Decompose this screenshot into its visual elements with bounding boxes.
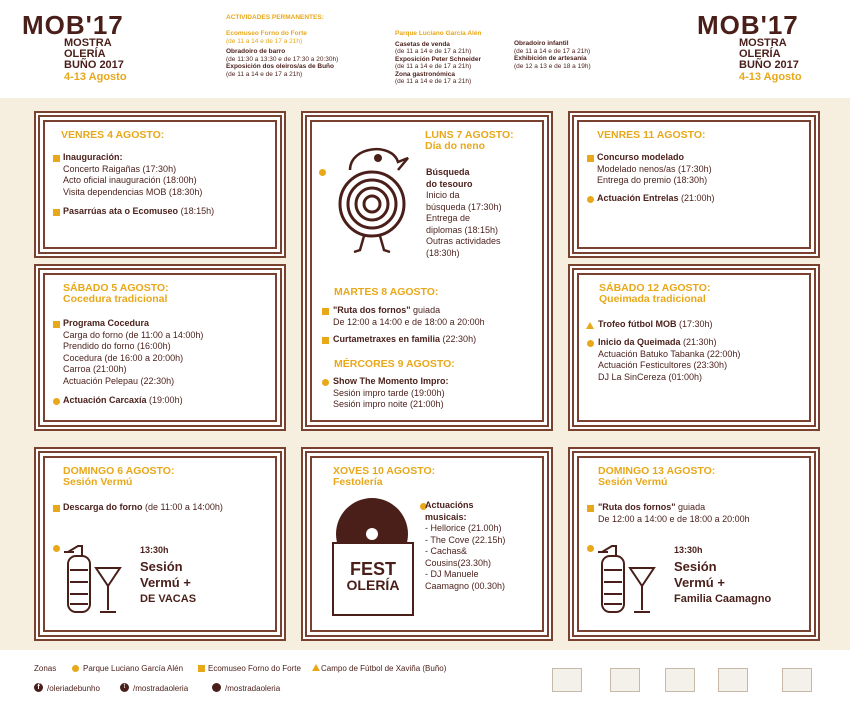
parque-marker (53, 398, 60, 405)
event-curtametraxes: Curtametraxes en familia (22:30h) (333, 334, 477, 344)
event-list: Programa Cocedura Carga do forno (de 11:00 a 14:00h) Prendido do forno (16:00h) Cocedura (de 16:00 a 20:00h) Carroa (21:00h) Actuación Pelepau (22:30h) (63, 318, 204, 386)
day-title: SÁBADO 12 AGOSTO: (599, 282, 711, 294)
day-title: VENRES 11 AGOSTO: (597, 129, 706, 141)
instagram-icon[interactable] (212, 683, 221, 692)
event-carcaxia: Actuación Carcaxía (19:00h) (63, 395, 183, 405)
permanent-activities-title: ACTIVIDADES PERMANENTES: (226, 14, 324, 21)
day-title: LUNS 7 AGOSTO: (425, 129, 514, 141)
day-title: VENRES 4 AGOSTO: (61, 129, 165, 141)
zone-parque: Parque Luciano García Alén (83, 664, 184, 673)
zone-campo-futbol: Campo de Fútbol de Xaviña (Buño) (321, 664, 447, 673)
logo-mob: MOB'17 (22, 10, 124, 40)
festoleria-record-icon (330, 498, 414, 618)
event-list: Actuacións musicais: - Hellorice (21.00h) - The Cove (22.15h) - Cachas& Cousins(23.30h) - DJ Manuele Caamagno (00.30h) (425, 500, 506, 591)
vermu-time: 13:30h (140, 545, 169, 555)
ecomuseo-marker (587, 155, 594, 162)
logo-line2: OLERÍA (739, 48, 781, 60)
logo-line3: BUÑO 2017 (64, 59, 124, 71)
parque-marker (322, 379, 329, 386)
event-pasarruas: Pasarrúas ata o Ecomuseo (18:15h) (63, 206, 215, 216)
day-subtitle: Sesión Vermú (63, 476, 133, 488)
record-center (366, 528, 378, 540)
ecomuseo-marker (53, 505, 60, 512)
sponsor-logo (782, 668, 812, 692)
ecomuseo-marker (198, 665, 205, 672)
logo-dates: 4-13 Agosto (739, 71, 802, 83)
parque-marker (53, 545, 60, 552)
event-ruta: "Ruta dos fornos" guiada De 12:00 a 14:00 e de 18:00 a 20:00h (598, 502, 750, 524)
twitter-icon[interactable]: t (120, 683, 129, 692)
ecomuseo-marker (53, 321, 60, 328)
sponsor-logo (718, 668, 748, 692)
fest-label: FEST (349, 559, 396, 579)
vermu-title: Sesión Vermú + Familia Caamagno (674, 559, 772, 605)
instagram-handle[interactable]: /mostradaoleria (225, 684, 281, 693)
ecomuseo-marker (322, 308, 329, 315)
facebook-handle[interactable]: /oleriadebunho (47, 684, 100, 693)
ecomuseo-marker (53, 209, 60, 216)
day-title: DOMINGO 13 AGOSTO: (598, 465, 716, 477)
ecomuseo-marker (322, 337, 329, 344)
zone-ecomuseo: Ecomuseo Forno do Forte (208, 664, 301, 673)
parque-marker (587, 196, 594, 203)
header-col2: Parque Luciano García Alén Casetas de venda (de 11 a 14 e de 17 a 21h) Exposición Peter Schneider (de 11 a 14 e de 17 a 21h) Zona gastronómica (de 11 a 14 e de 17 a 21h) (395, 30, 482, 85)
logo-mob: MOB'17 (697, 10, 799, 40)
day-title: XOVES 10 AGOSTO: (333, 465, 436, 477)
logo-dates: 4-13 Agosto (64, 71, 127, 83)
logo-line2: OLERÍA (64, 48, 106, 60)
event-trofeo: Trofeo fútbol MOB (17:30h) (598, 319, 713, 329)
zonas-label: Zonas (34, 664, 57, 673)
day-subtitle: Sesión Vermú (598, 476, 668, 488)
vermouth-siphon-icon (60, 538, 130, 618)
ecomuseo-marker (587, 505, 594, 512)
event-list: Concurso modelado Modelado nenos/as (17:30h) Entrega do premio (18:30h) (597, 152, 712, 185)
day-title: MARTES 8 AGOSTO: (334, 286, 439, 298)
event-entrelas: Actuación Entrelas (21:00h) (597, 193, 715, 203)
logo-left (22, 12, 142, 83)
parque-marker (319, 169, 326, 176)
ecomuseo-marker (53, 155, 60, 162)
day-title: MÉRCORES 9 AGOSTO: (334, 358, 455, 370)
parque-marker (587, 340, 594, 347)
facebook-icon[interactable]: f (34, 683, 43, 692)
parque-marker (72, 665, 79, 672)
logo-line3: BUÑO 2017 (739, 59, 799, 71)
oleria-label: OLERÍA (346, 577, 400, 593)
sponsor-logo-concello (552, 668, 582, 692)
day-subtitle: Queimada tradicional (599, 293, 706, 305)
day-subtitle: Día do neno (425, 140, 486, 152)
event-list: Inauguración: Concerto Raigañas (17:30h) Acto oficial inauguración (18:00h) Visita dependencias MOB (18:30h) (63, 152, 203, 197)
day-title: DOMINGO 6 AGOSTO: (63, 465, 175, 477)
campo-futbol-marker (586, 322, 594, 329)
header-col3: Obradoiro infantil (de 11 a 14 e de 17 a 21h) Exhibición de artesanía (de 12 a 13 e de 18 a 19h) (514, 40, 591, 70)
vermouth-siphon-icon (594, 538, 664, 618)
sponsor-logo (665, 668, 695, 692)
event-list: Búsqueda do tesouro Inicio da búsqueda (17:30h) Entrega de diplomas (18:15h) Outras actividades (18:30h) (426, 167, 502, 258)
logo-right (697, 12, 817, 83)
vermu-title: Sesión Vermú + DE VACAS (140, 559, 197, 605)
vermu-time: 13:30h (674, 545, 703, 555)
logo-line1: MOSTRA (739, 37, 787, 49)
twitter-handle[interactable]: /mostradaoleria (133, 684, 189, 693)
logo-line1: MOSTRA (64, 37, 112, 49)
bird-illustration (330, 128, 410, 258)
event-ruta: "Ruta dos fornos" guiada De 12:00 a 14:00 e de 18:00 a 20:00h (333, 305, 485, 327)
event-descarga: Descarga do forno (de 11:00 a 14:00h) (63, 502, 223, 512)
event-list: Show The Momento Impro: Sesión impro tarde (19:00h) Sesión impro noite (21:00h) (333, 376, 449, 409)
header-col1: Ecomuseo Forno do Forte (de 11 a 14 e de 17 a 21h) Obradoiro de barro (de 11:30 a 13:30 e de 17:30 a 20:30h) Exposición dos oleiros/as de Buño (de 11 a 14 e de 17 a 21h) (226, 30, 339, 78)
sponsor-logo-deputacion (610, 668, 640, 692)
parque-marker (587, 545, 594, 552)
event-list: Inicio da Queimada (21:30h) Actuación Batuko Tabanka (22:00h) Actuación Festicultores (23:30h) DJ La SinCereza (01:00h) (598, 337, 741, 382)
day-title: SÁBADO 5 AGOSTO: (63, 282, 169, 294)
campo-futbol-marker (312, 664, 320, 671)
day-subtitle: Cocedura tradicional (63, 293, 168, 305)
day-subtitle: Festolería (333, 476, 383, 488)
